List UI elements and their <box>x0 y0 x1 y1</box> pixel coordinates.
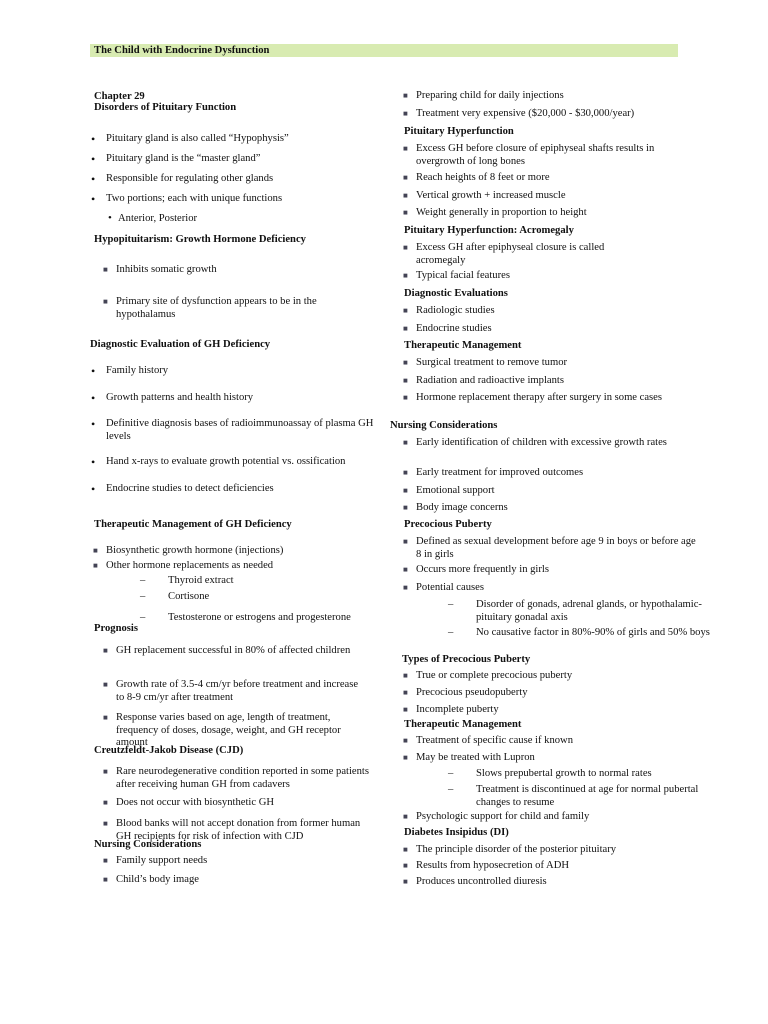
list-item: ■ Occurs more frequently in girls <box>403 564 549 575</box>
section-heading-diagnostic-evaluations: Diagnostic Evaluations <box>404 288 508 299</box>
section-heading-hyperfunction: Pituitary Hyperfunction <box>404 126 514 137</box>
section-heading-hypopituitarism: Hypopituitarism: Growth Hormone Deficiency <box>94 234 306 245</box>
list-item: • Responsible for regulating other glands <box>91 172 274 186</box>
list-item: ■ Excess GH after epiphyseal closure is called acromegaly <box>403 242 605 266</box>
list-item: ■ Response varies based on age, length of treatment, frequency of doses, dosage, weight, and GH receptor amount <box>103 712 341 748</box>
list-item: ■ Incomplete puberty <box>403 704 499 715</box>
section-heading-types-precocious: Types of Precocious Puberty <box>402 654 531 665</box>
sub-list-item: – No causative factor in 80%-90% of girls and 50% boys <box>448 627 710 638</box>
list-item: ■ Early treatment for improved outcomes <box>403 467 584 478</box>
list-item: ■ Psychologic support for child and family <box>403 811 590 822</box>
list-item: ■ Surgical treatment to remove tumor <box>403 357 568 368</box>
list-item: • Two portions; each with unique functions <box>91 192 283 206</box>
section-heading-nursing-right: Nursing Considerations <box>390 420 498 431</box>
section-heading-therapeutic: Therapeutic Management <box>404 340 522 351</box>
list-item: ■ The principle disorder of the posterior pituitary <box>403 844 617 855</box>
list-item: ■ Inhibits somatic growth <box>103 264 217 275</box>
list-item: ■ Vertical growth + increased muscle <box>403 190 566 201</box>
list-item: ■ Does not occur with biosynthetic GH <box>103 797 274 808</box>
list-item: ■ Growth rate of 3.5-4 cm/yr before treatment and increase to 8-9 cm/yr after treatment <box>103 679 359 703</box>
chapter-label: Chapter 29 <box>94 91 145 102</box>
list-item: • Pituitary gland is also called “Hypophysis” <box>91 132 289 146</box>
section-heading-diagnostic-gh: Diagnostic Evaluation of GH Deficiency <box>90 339 271 350</box>
list-item: ■ Early identification of children with excessive growth rates <box>403 437 667 448</box>
document-title-banner: The Child with Endocrine Dysfunction <box>90 44 678 57</box>
list-item: ■ Biosynthetic growth hormone (injections) <box>93 545 284 556</box>
list-item: ■ Body image concerns <box>403 502 508 513</box>
sub-list-item: – Treatment is discontinued at age for normal pubertal changes to resume <box>448 784 699 808</box>
chapter-title: Disorders of Pituitary Function <box>94 102 237 113</box>
section-heading-therapeutic-2: Therapeutic Management <box>404 719 522 730</box>
list-item: ■ Typical facial features <box>403 270 510 281</box>
section-heading-acromegaly: Pituitary Hyperfunction: Acromegaly <box>404 225 574 236</box>
list-item: • Growth patterns and health history <box>91 391 254 405</box>
list-item: ■ Rare neurodegenerative condition reported in some patients after receiving human GH from cadavers <box>103 766 369 790</box>
list-item: ■ Treatment of specific cause if known <box>403 735 573 746</box>
list-item: ■ Potential causes <box>403 582 484 593</box>
list-item: ■ True or complete precocious puberty <box>403 670 573 681</box>
list-item: ■ Hormone replacement therapy after surgery in some cases <box>403 392 663 403</box>
list-item: ■ Precocious pseudopuberty <box>403 687 528 698</box>
section-heading-diabetes-insipidus: Diabetes Insipidus (DI) <box>404 827 509 838</box>
list-item: ■ Blood banks will not accept donation from former human GH recipients for risk of infection with CJD <box>103 818 361 842</box>
list-item: ■ Radiologic studies <box>403 305 495 316</box>
sub-list-item: – Slows prepubertal growth to normal rates <box>448 768 652 779</box>
list-item: ■ Excess GH before closure of epiphyseal shafts results in overgrowth of long bones <box>403 143 655 167</box>
section-heading-prognosis: Prognosis <box>94 623 138 634</box>
list-item: • Hand x-rays to evaluate growth potential vs. ossification <box>91 455 346 469</box>
section-heading-therapeutic-gh: Therapeutic Management of GH Deficiency <box>94 519 292 530</box>
list-item: • Family history <box>91 364 169 378</box>
list-item: • Endocrine studies to detect deficiencies <box>91 482 274 496</box>
list-item: ■ Primary site of dysfunction appears to be in the hypothalamus <box>103 296 317 320</box>
list-item: ■ Emotional support <box>403 485 495 496</box>
list-item: ■ Child’s body image <box>103 874 199 885</box>
list-item: ■ Radiation and radioactive implants <box>403 375 564 386</box>
section-heading-nursing: Nursing Considerations <box>94 839 202 850</box>
section-heading-cjd: Creutzfeldt-Jakob Disease (CJD) <box>94 745 244 756</box>
list-item: ■ Endocrine studies <box>403 323 492 334</box>
list-item: ■ Reach heights of 8 feet or more <box>403 172 550 183</box>
list-item: ■ Defined as sexual development before age 9 in boys or before age 8 in girls <box>403 536 696 560</box>
sub-list-item: • Anterior, Posterior <box>108 212 198 224</box>
list-item: • Definitive diagnosis bases of radioimmunoassay of plasma GH levels <box>91 417 374 442</box>
list-item: ■ GH replacement successful in 80% of affected children <box>103 645 351 656</box>
sub-list-item: – Testosterone or estrogens and progesterone <box>140 612 351 623</box>
sub-list-item: – Disorder of gonads, adrenal glands, or hypothalamic-pituitary gonadal axis <box>448 599 702 623</box>
list-item: ■ Treatment very expensive ($20,000 - $30,000/year) <box>403 108 635 119</box>
list-item: ■ Other hormone replacements as needed <box>93 560 274 571</box>
list-item: • Pituitary gland is the “master gland” <box>91 152 261 166</box>
list-item: ■ Weight generally in proportion to height <box>403 207 587 218</box>
list-item: ■ Produces uncontrolled diuresis <box>403 876 547 887</box>
list-item: ■ Results from hyposecretion of ADH <box>403 860 569 871</box>
list-item: ■ May be treated with Lupron <box>403 752 535 763</box>
sub-list-item: – Thyroid extract <box>140 575 234 586</box>
section-heading-precocious-puberty: Precocious Puberty <box>404 519 492 530</box>
list-item: ■ Family support needs <box>103 855 208 866</box>
sub-list-item: – Cortisone <box>140 591 210 602</box>
list-item: ■ Preparing child for daily injections <box>403 90 564 101</box>
